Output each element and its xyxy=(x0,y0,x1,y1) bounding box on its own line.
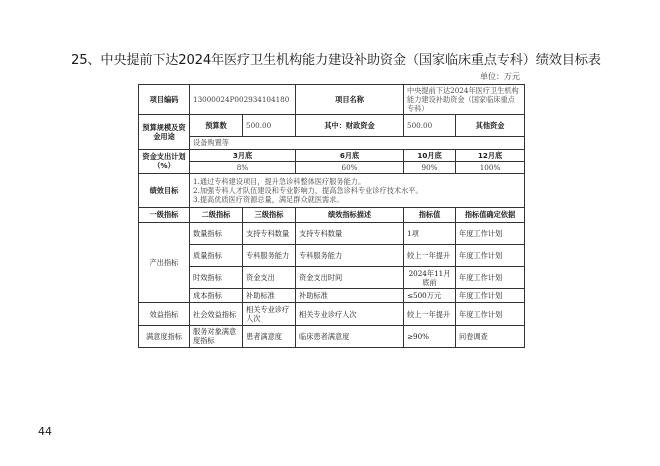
plan-period-value: 8% xyxy=(190,161,296,173)
level3-indicator: 相关专业诊疗人次 xyxy=(243,303,296,325)
level2-indicator: 社会效益指标 xyxy=(190,303,243,325)
indicator-header-row xyxy=(139,208,525,222)
level2-indicator: 质量指标 xyxy=(190,244,243,266)
column-header: 三级指标 xyxy=(243,208,296,222)
level3-indicator: 补助标准 xyxy=(243,289,296,303)
budget-usage: 设备购置等 xyxy=(190,136,525,149)
plan-period-value: 60% xyxy=(296,161,404,173)
goal-line: 1.通过专科建设项目，提升急诊科整体医疗服务能力。 xyxy=(193,177,366,187)
goal-text xyxy=(190,173,525,207)
indicator-value: ≥90% xyxy=(404,325,456,347)
indicator-basis: 年度工作计划 xyxy=(456,244,525,266)
project-code-value: 13000024P002934104180 xyxy=(190,85,296,115)
goal-row xyxy=(139,173,525,207)
plan-period-label: 3月底 xyxy=(190,149,296,161)
table-row xyxy=(139,303,525,325)
indicator-description: 补助标准 xyxy=(296,289,404,303)
plan-period-label: 10月底 xyxy=(404,149,456,161)
page-title: 25、中央提前下达2024年医疗卫生机构能力建设补助资金（国家临床重点专科）绩效目标表 xyxy=(71,53,601,68)
indicator-description: 支持专科数量 xyxy=(296,222,404,244)
page-number: 44 xyxy=(38,425,52,438)
goal-label: 绩效目标 xyxy=(139,173,190,207)
fiscal-funds-label: 其中：财政资金 xyxy=(296,115,404,136)
plan-header-row xyxy=(139,149,525,161)
indicator-description: 资金支出时间 xyxy=(296,267,404,289)
indicator-basis: 年度工作计划 xyxy=(456,289,525,303)
level1-indicator: 效益指标 xyxy=(139,303,190,325)
project-row xyxy=(139,85,525,115)
goal-line: 2.加强专科人才队伍建设和专业影响力，提高急诊科专业诊疗技术水平。 xyxy=(193,186,423,196)
column-header: 指标值确定依据 xyxy=(456,208,525,222)
level3-indicator: 资金支出 xyxy=(243,267,296,289)
indicator-description: 相关专业诊疗人次 xyxy=(296,303,404,325)
level3-indicator: 专科服务能力 xyxy=(243,244,296,266)
indicator-basis: 年度工作计划 xyxy=(456,222,525,244)
indicator-basis: 问卷调查 xyxy=(456,325,525,347)
column-header: 一级指标 xyxy=(139,208,190,222)
indicator-value: 较上一年提升 xyxy=(404,303,456,325)
level2-indicator: 数量指标 xyxy=(190,222,243,244)
budget-row xyxy=(139,115,525,136)
column-header: 指标值 xyxy=(404,208,456,222)
level2-indicator: 服务对象满意度指标 xyxy=(190,325,243,347)
level2-indicator: 成本指标 xyxy=(190,289,243,303)
indicator-value: 1项 xyxy=(404,222,456,244)
level1-indicator: 满意度指标 xyxy=(139,325,190,347)
project-code-label: 项目编码 xyxy=(139,85,190,115)
goal-line: 3.提高优质医疗资源总量，满足群众就医需求。 xyxy=(193,195,344,205)
indicator-value: 2024年11月底前 xyxy=(404,267,456,289)
indicator-basis: 年度工作计划 xyxy=(456,303,525,325)
plan-label: 资金支出计划（%） xyxy=(139,149,190,173)
level2-indicator: 时效指标 xyxy=(190,267,243,289)
column-header: 二级指标 xyxy=(190,208,243,222)
project-name-value: 中央提前下达2024年医疗卫生机构能力建设补助资金（国家临床重点专科） xyxy=(404,85,525,115)
unit-label: 单位：万元 xyxy=(480,72,520,81)
budget-amount-label: 预算数 xyxy=(190,115,243,136)
plan-period-label: 12月底 xyxy=(456,149,525,161)
plan-period-value: 90% xyxy=(404,161,456,173)
budget-amount-value: 500.00 xyxy=(243,115,296,136)
project-name-label: 项目名称 xyxy=(296,85,404,115)
table-row xyxy=(139,267,525,289)
column-header: 绩效指标描述 xyxy=(296,208,404,222)
budget-label: 预算规模及资金用途 xyxy=(139,115,190,149)
table-row xyxy=(139,244,525,266)
plan-period-label: 6月底 xyxy=(296,149,404,161)
table-row xyxy=(139,222,525,244)
level3-indicator: 支持专科数量 xyxy=(243,222,296,244)
level1-indicator: 产出指标 xyxy=(139,222,190,303)
other-funds-label: 其他资金 xyxy=(456,115,525,136)
table-row xyxy=(139,289,525,303)
fiscal-funds-value: 500.00 xyxy=(404,115,456,136)
performance-table xyxy=(138,84,525,348)
indicator-description: 专科服务能力 xyxy=(296,244,404,266)
plan-value-row xyxy=(139,161,525,173)
indicator-description: 临床患者满意度 xyxy=(296,325,404,347)
level3-indicator: 患者满意度 xyxy=(243,325,296,347)
plan-period-value: 100% xyxy=(456,161,525,173)
table-row xyxy=(139,325,525,347)
indicator-basis: 年度工作计划 xyxy=(456,267,525,289)
indicator-value: ≤500万元 xyxy=(404,289,456,303)
indicator-value: 较上一年提升 xyxy=(404,244,456,266)
usage-row xyxy=(139,136,525,149)
